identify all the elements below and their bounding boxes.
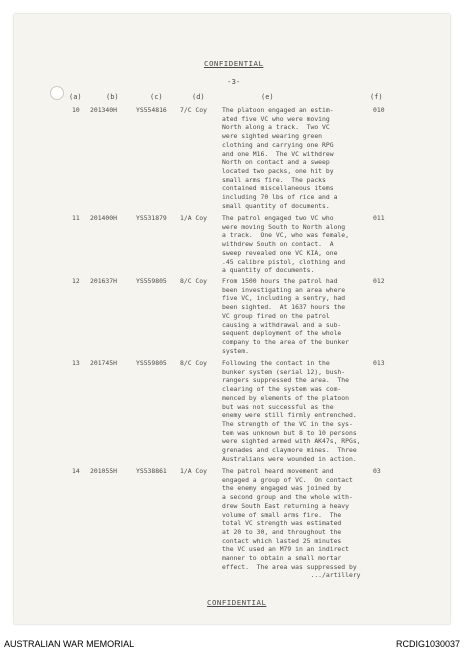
narrative-line: The platoon engaged an estim-	[222, 106, 334, 114]
narrative-line: effect. The area was suppressed by	[222, 562, 357, 571]
narrative-line: located two packs, one hit by	[222, 166, 334, 175]
entry-unit: 8/C Coy	[180, 359, 207, 367]
narrative-line: been sighted. At 1637 hours the	[222, 303, 346, 312]
archive-credit-bar	[0, 636, 464, 654]
entry-serial: 14	[72, 467, 80, 475]
column-header-b: (b)	[106, 93, 119, 101]
narrative-line: enemy were still firmly entrenched.	[222, 411, 357, 420]
entry-ref: 011	[373, 214, 385, 222]
narrative-line: a quantity of documents.	[222, 266, 315, 275]
narrative-line: at 20 to 30, and throughout the	[222, 527, 342, 536]
narrative-line: and one M16. The VC withdrew	[222, 149, 334, 158]
narrative-line: been investigating an area where	[222, 285, 346, 294]
narrative-line: including 70 lbs of rice and a	[222, 193, 338, 202]
narrative-line: total VC strength was estimated	[222, 519, 342, 528]
narrative-line: volume of small arms fire. The	[222, 510, 342, 519]
entry-time: 201745H	[90, 359, 117, 367]
entry-narrative	[222, 214, 349, 275]
entry-grid: YS531879	[136, 214, 167, 222]
narrative-line: VC group fired on the patrol	[222, 311, 330, 320]
entry-serial: 11	[72, 214, 80, 222]
entry-ref: 010	[373, 106, 385, 114]
confidential-header: CONFIDENTIAL	[204, 59, 264, 68]
entry-ref: 03	[373, 467, 381, 475]
narrative-line: were moving South to North along	[222, 222, 346, 231]
narrative-line: causing a withdrawal and a sub-	[222, 320, 342, 329]
narrative-line: menced by elements of the platoon	[222, 393, 349, 402]
entry-narrative	[222, 106, 337, 210]
narrative-line: contact which lasted 25 minutes	[222, 536, 342, 545]
entry-time: 201340H	[90, 106, 117, 114]
entry-narrative	[222, 467, 361, 580]
narrative-line: engaged a group of VC. On contact	[222, 475, 353, 484]
narrative-line: contained miscellaneous items	[222, 184, 334, 193]
narrative-line: .../artillery	[222, 571, 361, 580]
archive-credit-right: RCDIG1030037	[395, 639, 460, 649]
narrative-line: five VC, including a sentry, had	[222, 294, 346, 303]
narrative-line: small quantity of documents.	[222, 201, 330, 210]
column-header-e: (e)	[261, 93, 274, 101]
entry-serial: 13	[72, 359, 80, 367]
confidential-footer: CONFIDENTIAL	[207, 598, 267, 607]
narrative-line: ated five VC who were moving	[222, 114, 330, 123]
entry-ref: 013	[373, 359, 385, 367]
narrative-line: manner to obtain a small mortar	[222, 554, 342, 563]
narrative-line: .45 calibre pistol, clothing and	[222, 257, 346, 266]
narrative-line: the VC used an M79 in an indirect	[222, 545, 349, 554]
entry-narrative	[222, 277, 349, 355]
column-header-f: (f)	[370, 93, 383, 101]
narrative-line: system.	[222, 346, 249, 355]
archive-credit-left: AUSTRALIAN WAR MEMORIAL	[4, 639, 135, 649]
narrative-line: Following the contact in the	[222, 359, 330, 367]
narrative-line: withdrew South on contact. A	[222, 240, 334, 249]
narrative-line: North on contact and a sweep	[222, 158, 330, 167]
entry-serial: 12	[72, 277, 80, 285]
narrative-line: rangers suppressed the area. The	[222, 376, 349, 385]
entry-time: 201637H	[90, 277, 117, 285]
entry-grid: YS559805	[136, 359, 167, 367]
narrative-line: From 1500 hours the patrol had	[222, 277, 338, 285]
column-header-d: (d)	[192, 93, 205, 101]
narrative-line: but was not successful as the	[222, 402, 334, 411]
entry-grid: YS554816	[136, 106, 167, 114]
narrative-line: sweep revealed one VC KIA, one	[222, 248, 338, 257]
narrative-line: drew South East returning a heavy	[222, 501, 349, 510]
entry-grid: YS538861	[136, 467, 167, 475]
narrative-line: clothing and carrying one RPG	[222, 140, 334, 149]
narrative-line: small arms fire. The packs	[222, 175, 326, 184]
narrative-line: grenades and claymore mines. Three	[222, 446, 357, 455]
narrative-line: clearing of the system was com-	[222, 385, 342, 394]
narrative-line: tem was unknown but 8 to 10 persons	[222, 428, 357, 437]
column-header-c: (c)	[150, 93, 163, 101]
narrative-line: the enemy engaged was joined by	[222, 484, 342, 493]
entry-time: 201400H	[90, 214, 117, 222]
narrative-line: a track. One VC, who was female,	[222, 231, 349, 240]
narrative-line: were sighted wearing green	[222, 132, 323, 141]
narrative-line: bunker system (serial 12), bush-	[222, 367, 346, 376]
entry-unit: 1/A Coy	[180, 467, 207, 475]
entry-narrative	[222, 359, 361, 463]
narrative-line: Australians were wounded in action.	[222, 454, 357, 463]
entry-grid: YS559805	[136, 277, 167, 285]
page-number: -3-	[227, 77, 241, 86]
document-page	[14, 14, 450, 624]
narrative-line: a second group and the whole with-	[222, 493, 353, 502]
narrative-line: The patrol heard movement and	[222, 467, 334, 475]
entry-ref: 012	[373, 277, 385, 285]
narrative-line: company to the area of the bunker	[222, 337, 349, 346]
punch-hole	[50, 86, 64, 100]
entry-unit: 1/A Coy	[180, 214, 207, 222]
narrative-line: were sighted armed with AK47s, RPGs,	[222, 437, 361, 446]
narrative-line: The strength of the VC in the sys-	[222, 419, 353, 428]
narrative-line: North along a track. Two VC	[222, 123, 330, 132]
narrative-line: The patrol engaged two VC who	[222, 214, 334, 222]
entry-serial: 10	[72, 106, 80, 114]
narrative-line: sequent deployment of the whole	[222, 329, 342, 338]
entry-time: 201055H	[90, 467, 117, 475]
entry-unit: 8/C Coy	[180, 277, 207, 285]
column-header-a: (a)	[69, 93, 82, 101]
entry-unit: 7/C Coy	[180, 106, 207, 114]
